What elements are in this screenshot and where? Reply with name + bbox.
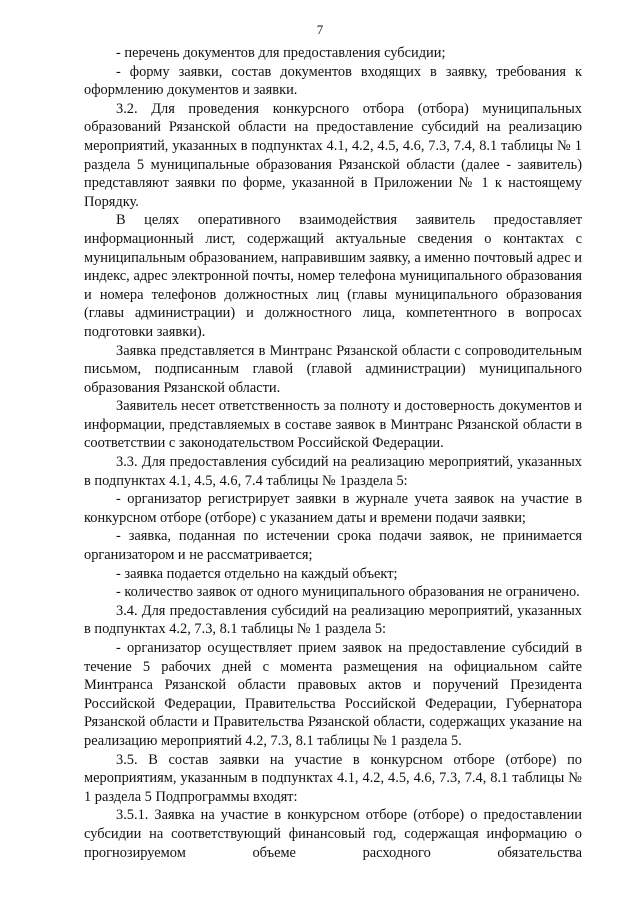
paragraph: - организатор регистрирует заявки в журнале учета заявок на участие в конкурсном отборе (отборе) с указанием даты и времени подачи заявки; xyxy=(84,491,582,526)
paragraph: - организатор осуществляет прием заявок на предоставление субсидий в течение 5 рабочих дней с момента размещения на официальном сайте Минтранса Рязанской области правовых актов и поручений Президента Российской Федерации, Правительства Российской Федерации, Губернатора Рязанской области и Правительства Рязанской области, содержащих указание на реализацию мероприятий 4.2, 7.3, 8.1 таблицы № 1 раздела 5. xyxy=(84,640,582,749)
document-body xyxy=(84,44,582,862)
paragraph: 3.4. Для предоставления субсидий на реализацию мероприятий, указанных в подпунктах 4.2, 7.3, 8.1 таблицы № 1 раздела 5: xyxy=(84,602,582,638)
paragraph: 3.5.1. Заявка на участие в конкурсном отборе (отборе) о предоставлении субсидии на соответствующий финансовый год, содержащая информацию о прогнозируемом объеме расходного обязательства xyxy=(84,807,582,861)
paragraph: 3.3. Для предоставления субсидий на реализацию мероприятий, указанных в подпунктах 4.1, 4.5, 4.6, 7.4 таблицы № 1раздела 5: xyxy=(84,454,582,489)
paragraph: - форму заявки, состав документов входящих в заявку, требования к оформлению документов и заявки. xyxy=(84,63,582,99)
paragraph: - перечень документов для предоставления субсидии; xyxy=(116,45,446,61)
paragraph: - заявка, поданная по истечении срока подачи заявок, не принимается организатором и не рассматривается; xyxy=(84,528,582,564)
paragraph: В целях оперативного взаимодействия заявитель предоставляет информационный лист, содержащий актуальные сведения о контактах с муниципальным образованием, направившим заявку, а именно почтовый адрес и индекс, адрес электронной почты, номер телефона муниципального образования и номера телефонов должностных лиц (главы муниципального образования (главы администрации) и должностного лица, компетентного в вопросах подготовки заявки). xyxy=(84,212,582,340)
paragraph: 3.2. Для проведения конкурсного отбора (отбора) муниципальных образований Рязанской области на предоставление субсидий на реализацию мероприятий, указанных в подпунктах 4.1, 4.2, 4.5, 4.6, 7.3, 7.4, 8.1 таблицы № 1 раздела 5 муниципальные образования Рязанской области (далее - заявитель) представляют заявки по форме, указанной в Приложении № 1 к настоящему Порядку. xyxy=(84,100,582,210)
paragraph: Заявитель несет ответственность за полноту и достоверность документов и информации, представляемых в составе заявок в Минтранс Рязанской области в соответствии с законодательством Российской Федерации. xyxy=(84,398,582,452)
page-number: 7 xyxy=(316,22,324,37)
paragraph: - количество заявок от одного муниципального образования не ограничено. xyxy=(116,584,580,601)
paragraph: Заявка представляется в Минтранс Рязанской области с сопроводительным письмом, подписанным главой (главой администрации) муниципального образования Рязанской области. xyxy=(84,342,582,396)
paragraph: 3.5. В состав заявки на участие в конкурсном отборе (отборе) по мероприятиям, указанным в подпунктах 4.1, 4.2, 4.5, 4.6, 7.3, 7.4, 8.1 таблицы № 1 раздела 5 Подпрограммы входят: xyxy=(84,751,582,805)
paragraph: - заявка подается отдельно на каждый объект; xyxy=(116,565,398,582)
